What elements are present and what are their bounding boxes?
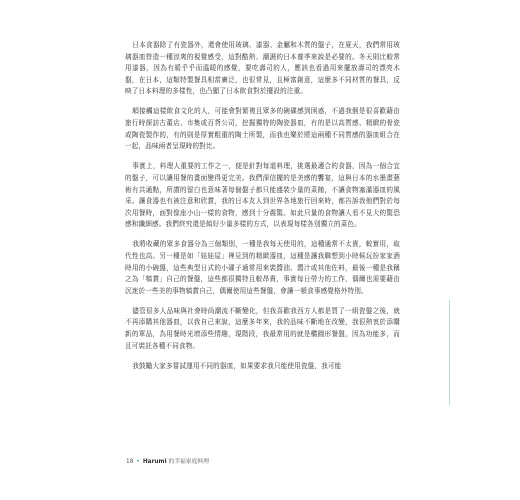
- paragraph-6: 我鼓勵大家多嘗試運用不同的器皿，如果要求我只能使用瓷盤，我可能: [132, 361, 342, 370]
- page-number: 18: [126, 459, 134, 465]
- page-footer: [126, 456, 209, 465]
- footer-separator: •: [136, 459, 140, 465]
- paragraph-5: 儘管很多人品味與社會時尚潮流不斷變化，但我喜歡我西方人都是買了一組瓷盤之後，就不再添購其他器皿，以我自己來說，這麼多年來，我的品味不斷地在改變，我很熱衷於添購新的單品，為用餐時光增添些情趣，現階段，我最常用的就是橢圓形餐盤，因為功能多，而且可裝託各種不同食物。: [125, 306, 400, 350]
- body-text: [125, 40, 400, 381]
- page-edge-accent-line: [449, 300, 450, 405]
- footer-brand: Harumi: [142, 459, 167, 465]
- paragraph-3: 事實上，料理人重要的工作之一，便是針對每道料理，挑選最適合的食器，因為一個合宜的盤子，可以讓用餐的畫面變得更完美。我們深信擺的是美感的饗宴，這與日本的水墨畫藝術有共通點，所謂的留白也意味著每個盤子都只能盛裝少量的菜餚，不讓食物塞滿器皿的風采。讓食器也有被注意和欣賞，我的日本友人到世界各地旅行回來時，都告訴我他們對於每次用餐時，面對像座小山一樣的食物，感到十分震驚。如此只量的食物讓人看不見大的驚恐感和纖細感。我們終究還是傾好少量多樣的方式，以表現每樣各別獨立的菜色。: [125, 162, 400, 229]
- paragraph-2: 順接觸這樣飲食文化的人，可能會對繁複且眾多的碗碟感到困惑，不過我倒是很喜歡藉由旅行時探訪古董店、市集或百貨公司，挖掘獨特的陶瓷器皿，有的是以高質感、精緻的骨瓷或陶瓷製作的，有的則是厚實粗重的陶土所製，而我也樂於將這兩種不同質感的器皿組合在一起，品味兩者呈現時的對比。: [125, 107, 400, 151]
- footer-book-title: 的幸福家庭料理: [168, 459, 210, 465]
- paragraph-4: 我將收藏的眾多食器分為三個類別，一種是我每天使用的，這種通常不太貴，較實用，取代性也高。另一種是如「娃娃屋」裡見到的精緻器皿，這種是讓我聯想到小時候玩扮家家酒時用的小碗盤，這些典型日式的小碟子通常用來裝醬油、醬汁或其他佐料，最後一種是我稱之為「犒賞」自己的餐盤，這些都很獨特且較昂貴，事實每日勞力的工作，偶爾也需要藉由沉迷於一些美的事物犒賞自己，偶爾使用這些餐盤，會讓一頓食事感覺格外特別。: [125, 240, 400, 295]
- paragraph-1: 日本食器除了有瓷器外，還會使用玻璃、漆器、金屬和木質的盤子，在夏天，我們常用玻璃器皿營造一種涼爽的視覺感受，這對酷熱、潮濕的日本養季來說是必要的。冬天則比較常用漆器，因為有暖乎乎而溫暖的感覺，要吃壽司的人，應該也看過用來擺放壽司的漂亮木盤，在日本，這類特製餐具相當廣泛，也很常見，且極富創意，這麼多不同材質的餐具，反映了日本料理的多樣性，也凸顯了日本飲食對於擺設的注重。: [125, 41, 400, 96]
